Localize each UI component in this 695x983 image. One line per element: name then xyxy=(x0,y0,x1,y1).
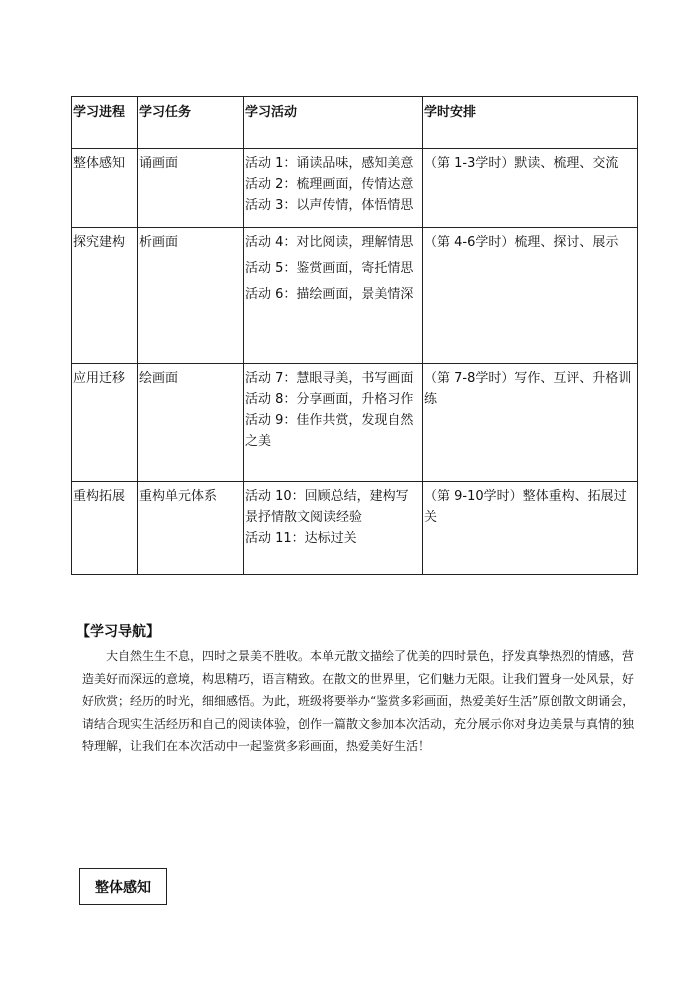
row-task: 重构单元体系 xyxy=(138,482,244,575)
activity-item: 活动 8：分享画面，升格习作 xyxy=(245,392,414,407)
activity-item: 活动 4：对比阅读，理解情思 xyxy=(245,235,414,250)
row-stage: 重构拓展 xyxy=(72,482,138,575)
row-task: 诵画面 xyxy=(138,149,244,228)
activity-item: 活动 10：回顾总结，建构写景抒情散文阅读经验 xyxy=(245,489,409,525)
header-schedule: 学时安排 xyxy=(423,97,638,149)
activity-item: 活动 5：鉴赏画面，寄托情思 xyxy=(245,261,414,276)
activity-item: 活动 3：以声传情，体悟情思 xyxy=(245,198,414,213)
guide-paragraph: 大自然生生不息，四时之景美不胜收。本单元散文描绘了优美的四时景色，抒发真挚热烈的情感，营造美好而深远的意境，构思精巧，语言精致。在散文的世界里，它们魅力无限。让我们置身一处风景，好好欣赏；经历的时光，细细感悟。为此，班级将要举办“鉴赏多彩画面，热爱美好生活”原创散文朗诵会，请结合现实生活经历和自己的阅读体验，创作一篇散文参加本次活动，充分展示你对身边美景与真情的独特理解，让我们在本次活动中一起鉴赏多彩画面，热爱美好生活！ xyxy=(82,649,635,753)
row-task: 绘画面 xyxy=(138,364,244,482)
activity-item: 活动 6：描绘画面，景美情深 xyxy=(245,287,414,302)
activity-item: 活动 2：梳理画面，传情达意 xyxy=(245,177,414,192)
header-stage: 学习进程 xyxy=(72,97,138,149)
header-task: 学习任务 xyxy=(138,97,244,149)
row-schedule: （第 9-10学时）整体重构、拓展过关 xyxy=(423,482,638,575)
header-activities: 学习活动 xyxy=(244,97,423,149)
row-schedule: （第 7-8学时）写作、互评、升格训练 xyxy=(423,364,638,482)
table-row xyxy=(72,482,638,575)
table-header-row xyxy=(72,97,638,149)
row-stage: 应用迁移 xyxy=(72,364,138,482)
row-schedule: （第 4-6学时）梳理、探讨、展示 xyxy=(423,228,638,364)
section-heading-box xyxy=(79,868,167,905)
table-row xyxy=(72,228,638,364)
row-activities xyxy=(244,228,423,364)
guide-title: 【学习导航】 xyxy=(76,624,160,640)
row-activities xyxy=(244,364,423,482)
activity-item: 活动 9：佳作共赏，发现自然之美 xyxy=(245,413,414,449)
row-task: 析画面 xyxy=(138,228,244,364)
row-stage: 整体感知 xyxy=(72,149,138,228)
row-activities xyxy=(244,482,423,575)
activity-item: 活动 1：诵读品味，感知美意 xyxy=(245,156,414,171)
row-schedule: （第 1-3学时）默读、梳理、交流 xyxy=(423,149,638,228)
table-row xyxy=(72,149,638,228)
table-row xyxy=(72,364,638,482)
section-heading-label: 整体感知 xyxy=(95,879,151,896)
activity-item: 活动 11：达标过关 xyxy=(245,531,357,546)
learning-plan-table xyxy=(71,96,638,575)
row-stage: 探究建构 xyxy=(72,228,138,364)
activity-item: 活动 7：慧眼寻美，书写画面 xyxy=(245,371,414,386)
row-activities xyxy=(244,149,423,228)
